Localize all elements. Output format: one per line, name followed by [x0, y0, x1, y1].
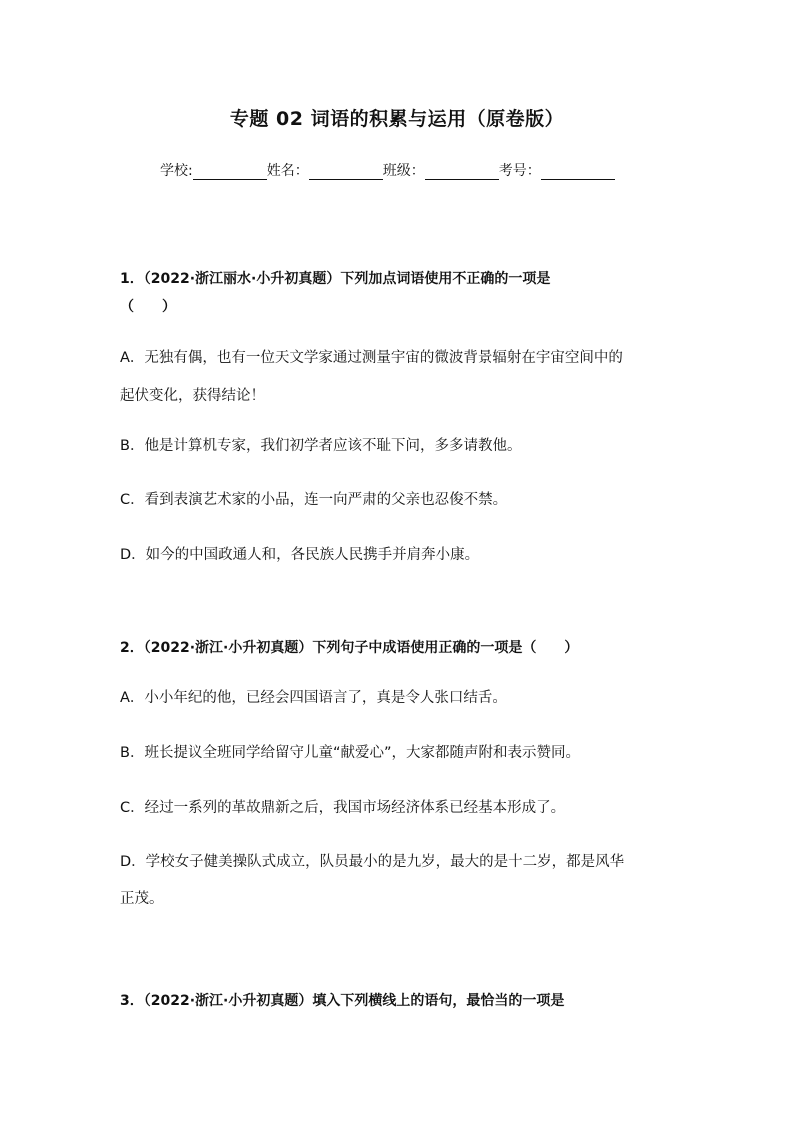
- school-label: 学校:: [160, 163, 193, 179]
- number-label: 考号：: [498, 163, 541, 179]
- page-title: 专题 02 词语的积累与运用（原卷版）: [229, 108, 565, 130]
- question-2-option-a: A．小小年纪的他，已经会四国语言了，真是令人张口结舌。: [120, 690, 507, 706]
- class-blank: [425, 163, 499, 180]
- question-2-option-b: B．班长提议全班同学给留守儿童“献爱心”，大家都随声附和表示赞同。: [120, 745, 580, 761]
- question-1-option-c: C．看到表演艺术家的小品，连一向严肃的父亲也忍俊不禁。: [120, 492, 508, 508]
- question-2-option-c: C．经过一系列的革故鼎新之后，我国市场经济体系已经基本形成了。: [120, 800, 566, 816]
- question-1-title: 1．（2022·浙江丽水·小升初真题）下列加点词语使用不正确的一项是: [120, 271, 551, 287]
- question-3-title: 3．（2022·浙江·小升初真题）填入下列横线上的语句，最恰当的一项是: [120, 993, 565, 1009]
- name-label: 姓名：: [266, 163, 309, 179]
- question-1-option-b: B．他是计算机专家，我们初学者应该不耻下问，多多请教他。: [120, 438, 522, 454]
- question-2-option-d-line1: D．学校女子健美操队式成立，队员最小的是九岁，最大的是十二岁，都是风华: [120, 854, 625, 870]
- question-1-option-a-line2: 起伏变化，获得结论！: [120, 388, 265, 404]
- name-blank: [309, 163, 383, 180]
- student-info-line: [160, 160, 615, 180]
- question-1-answer-paren: （ ）: [120, 299, 176, 315]
- question-1-option-a-line1: A．无独有偶，也有一位天文学家通过测量宇宙的微波背景辐射在宇宙空间中的: [120, 350, 623, 366]
- question-2-option-d-line2: 正茂。: [120, 891, 164, 907]
- question-1-option-d: D．如今的中国政通人和，各民族人民携手并肩奔小康。: [120, 547, 480, 563]
- school-blank: [193, 163, 267, 180]
- number-blank: [541, 163, 615, 180]
- question-2-title: 2．（2022·浙江·小升初真题）下列句子中成语使用正确的一项是（ ）: [120, 640, 579, 656]
- class-label: 班级：: [382, 163, 425, 179]
